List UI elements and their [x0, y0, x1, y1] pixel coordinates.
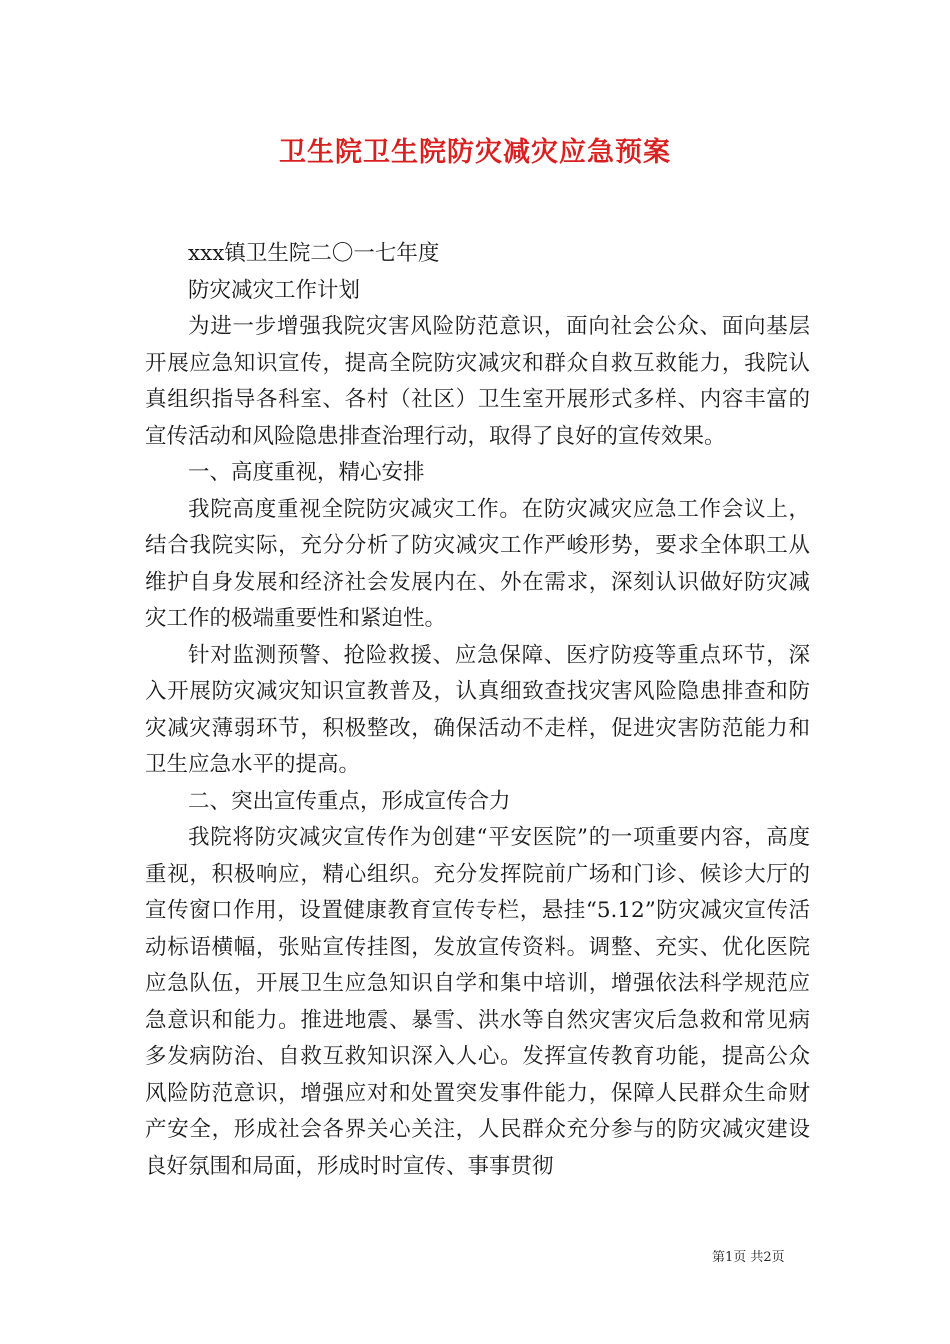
body-paragraph: 为进一步增强我院灾害风险防范意识，面向社会公众、面向基层开展应急知识宣传，提高全院防灾减灾和群众自救互救能力，我院认真组织指导各科室、各村（社区）卫生室开展形式多样、内容丰富的宣传活动和风险隐患排查治理行动，取得了良好的宣传效果。: [145, 314, 810, 449]
document-body: [145, 236, 810, 1185]
body-paragraph: 我院高度重视全院防灾减灾工作。在防灾减灾应急工作会议上，结合我院实际，充分分析了防灾减灾工作严峻形势，要求全体职工从维护自身发展和经济社会发展内在、外在需求，深刻认识做好防灾减灾工作的极端重要性和紧迫性。: [145, 496, 810, 631]
section-heading: 二、突出宣传重点，形成宣传合力: [188, 788, 511, 814]
body-paragraph: 针对监测预警、抢险救援、应急保障、医疗防疫等重点环节，深入开展防灾减灾知识宣教普及，认真细致查找灾害风险隐患排查和防灾减灾薄弱环节，积极整改，确保活动不走样，促进灾害防范能力和卫生应急水平的提高。: [145, 642, 810, 777]
body-paragraph: 我院将防灾减灾宣传作为创建“平安医院”的一项重要内容，高度重视，积极响应，精心组织。充分发挥院前广场和门诊、候诊大厅的宣传窗口作用，设置健康教育宣传专栏，悬挂“5.12”防灾减灾宣传活动标语横幅，张贴宣传挂图，发放宣传资料。调整、充实、优化医院应急队伍，开展卫生应急知识自学和集中培训，增强依法科学规范应急意识和能力。推进地震、暴雪、洪水等自然灾害灾后急救和常见病多发病防治、自救互救知识深入人心。发挥宣传教育功能，提高公众风险防范意识，增强应对和处置突发事件能力，保障人民群众生命财产安全，形成社会各界关心关注，人民群众充分参与的防灾减灾建设良好氛围和局面，形成时时宣传、事事贯彻: [145, 825, 810, 1179]
document-title: 卫生院卫生院防灾减灾应急预案: [279, 137, 671, 168]
page-number-footer: 第1页 共2页: [712, 1250, 785, 1265]
body-paragraph: 防灾减灾工作计划: [188, 277, 361, 303]
section-heading: 一、高度重视，精心安排: [188, 460, 425, 485]
body-paragraph: xxx镇卫生院二〇一七年度: [188, 241, 440, 266]
